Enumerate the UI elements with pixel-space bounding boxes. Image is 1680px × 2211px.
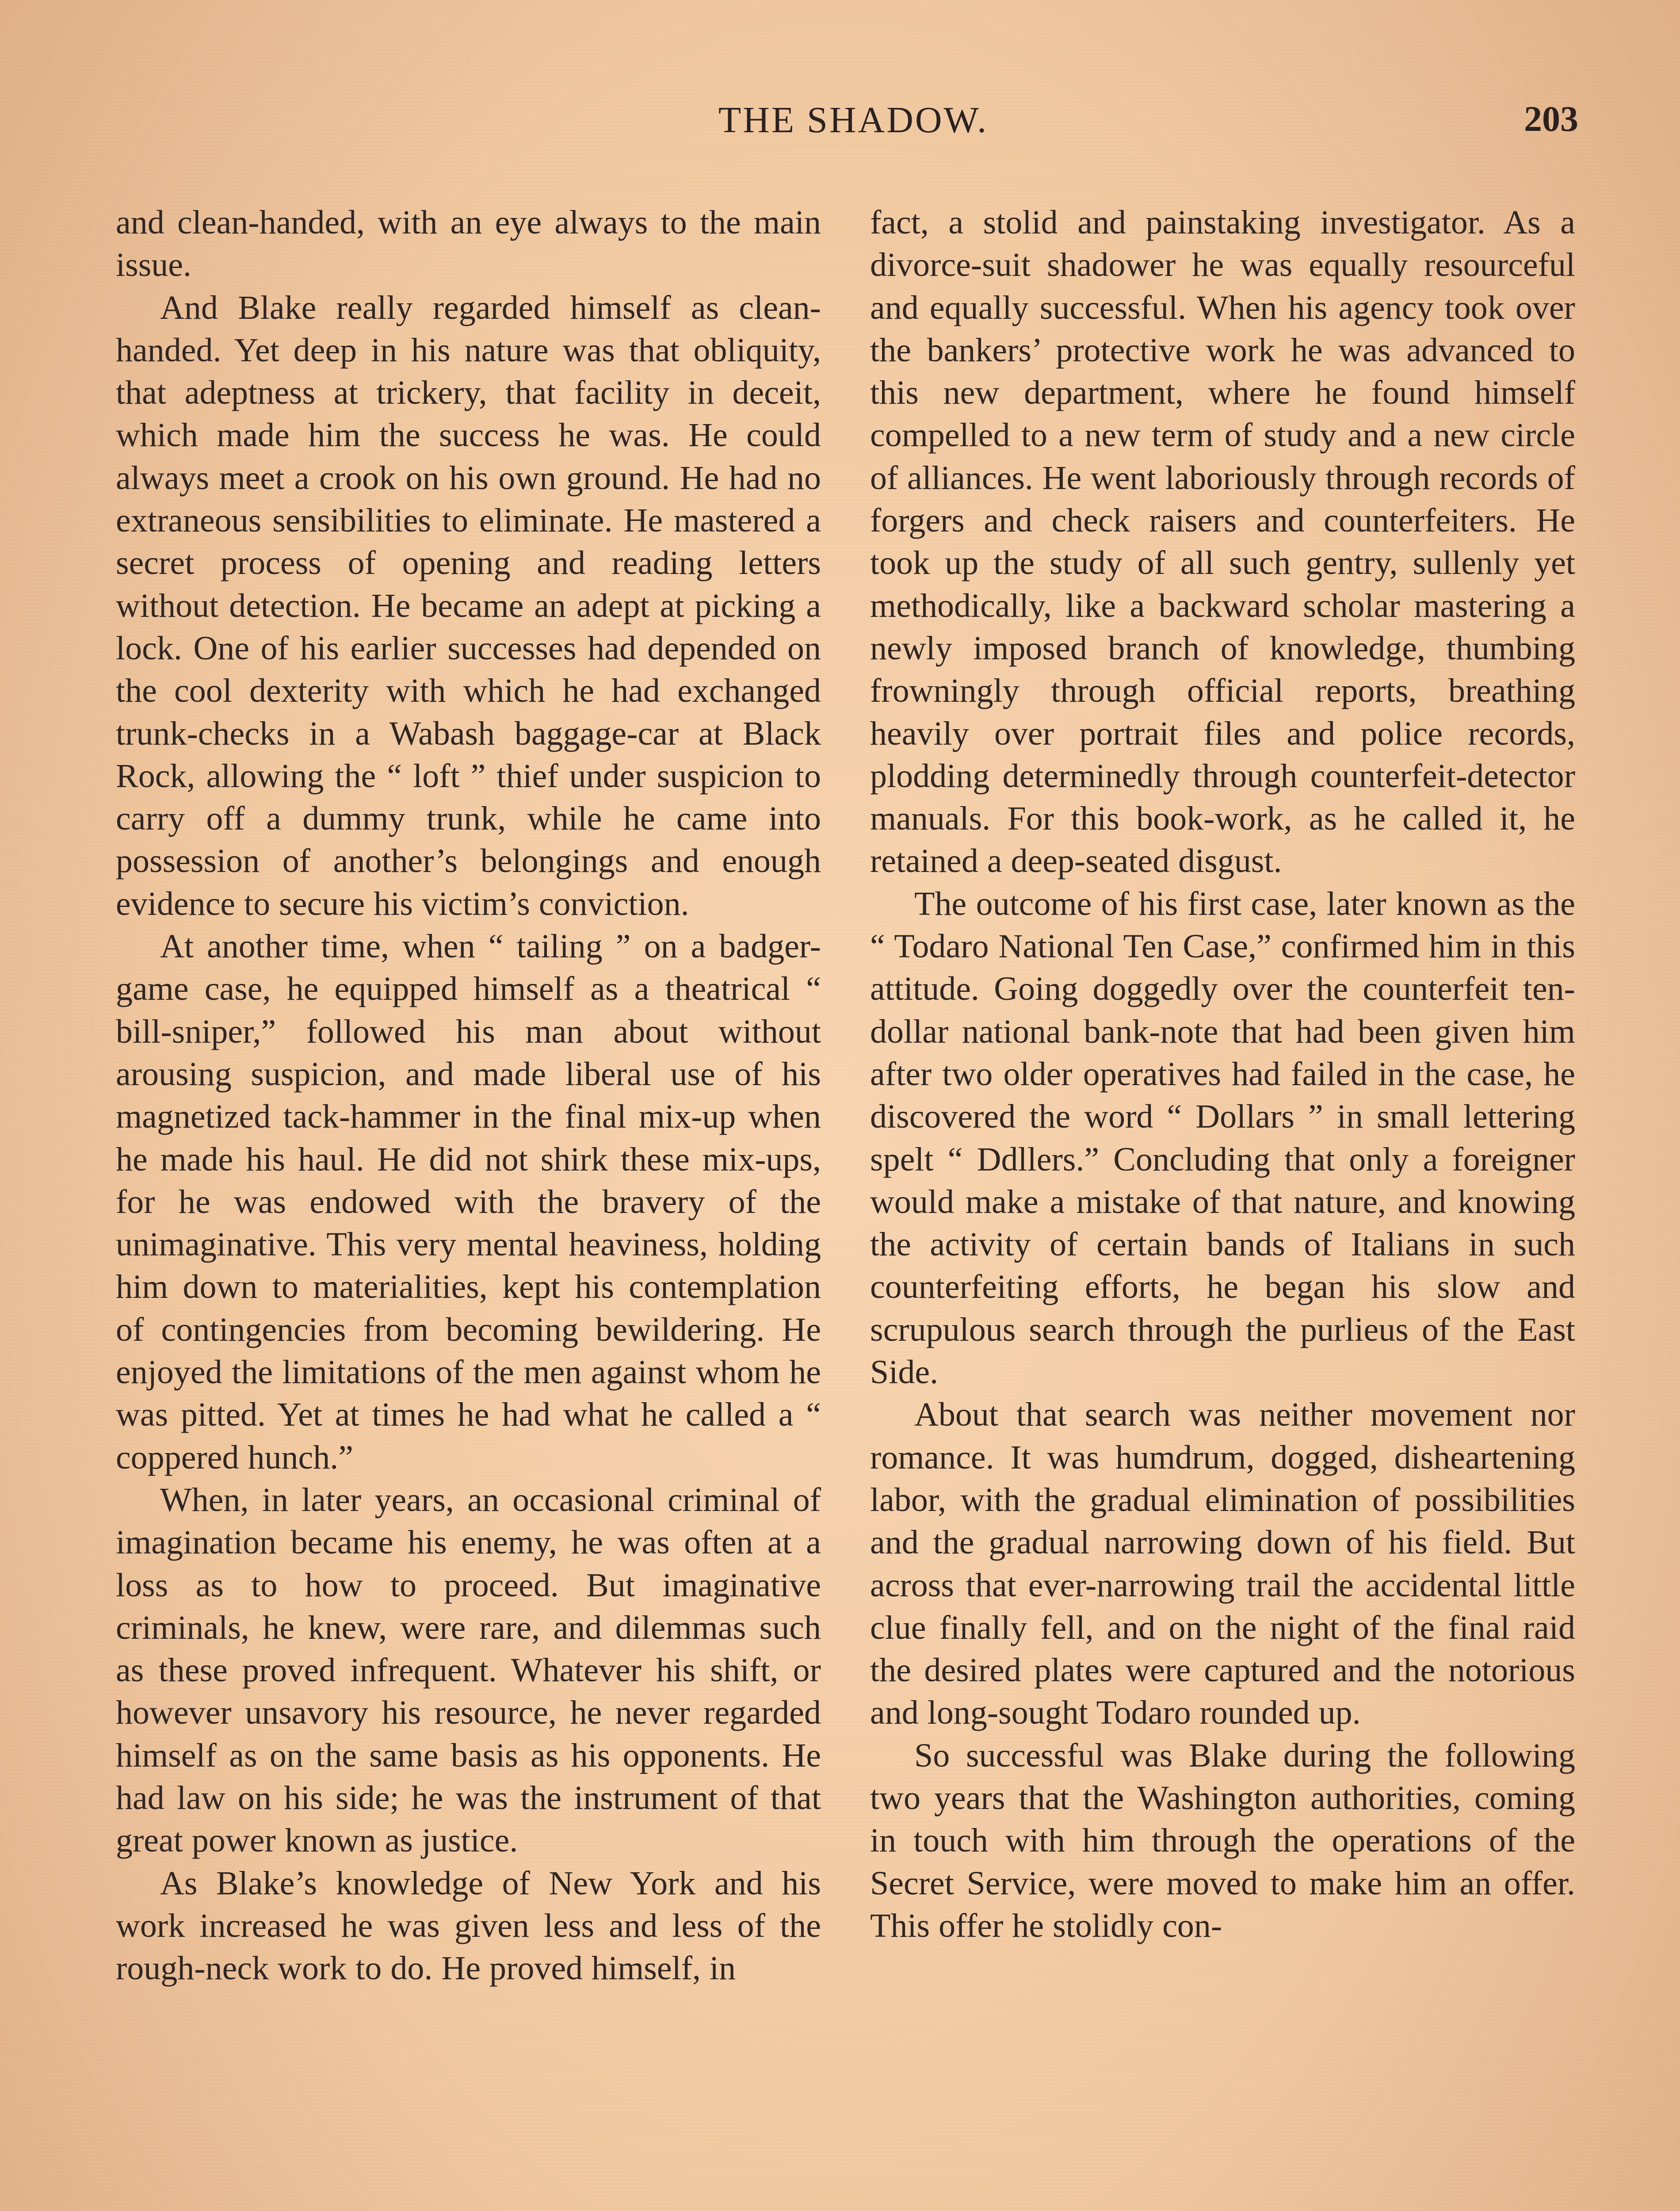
right-paragraph-2: The outcome of his first case, later known as the “ Todaro National Ten Case,” confirmed him in this attitude. Going doggedly over the counterfeit ten-dollar national bank-note that had been given him after two older operatives had failed in the case, he discovered the word “ Dollars ” in small lettering spelt “ Ddllers.” Concluding that only a foreigner would make a mistake of that nature, and knowing the activity of certain bands of Italians in such counterfeiting efforts, he began his slow and scrupulous search through the purlieus of the East Side. [870, 885, 1575, 1391]
left-column [116, 201, 821, 1989]
right-column [870, 201, 1575, 1947]
right-paragraph-1: fact, a stolid and painstaking investigator. As a divorce-suit shadower he was equally resourceful and equally successful. When his agency took over the bankers’ protective work he was advanced to this new department, where he found himself compelled to a new term of study and a new circle of alliances. He went laboriously through records of forgers and check raisers and counterfeiters. He took up the study of all such gentry, sullenly yet methodically, like a backward scholar mastering a newly imposed branch of knowledge, thumbing frowningly through official reports, breathing heavily over portrait files and police records, plodding determinedly through counterfeit-detector manuals. For this book-work, as he called it, he retained a deep-seated disgust. [870, 204, 1575, 880]
left-paragraph-3: At another time, when “ tailing ” on a badger-game case, he equipped himself as a theatrical “ bill-sniper,” followed his man about without arousing suspicion, and made liberal use of his magnetized tack-hammer in the final mix-up when he made his haul. He did not shirk these mix-ups, for he was endowed with the bravery of the unimaginative. This very mental heaviness, holding him down to materialities, kept his contemplation of contingencies from becoming bewildering. He enjoyed the limitations of the men against whom he was pitted. Yet at times he had what he called a “ coppered hunch.” [116, 928, 821, 1476]
right-paragraph-3: About that search was neither movement nor romance. It was humdrum, dogged, disheartening labor, with the gradual elimination of possibilities and the gradual narrowing down of his field. But across that ever-narrowing trail the accidental little clue finally fell, and on the night of the final raid the desired plates were captured and the notorious and long-sought Todaro rounded up. [870, 1396, 1575, 1732]
left-paragraph-1: and clean-handed, with an eye always to the main issue. [116, 204, 821, 284]
left-paragraph-4: When, in later years, an occasional criminal of imagination became his enemy, he was often at a loss as to how to proceed. But imaginative criminals, he knew, were rare, and dilemmas such as these proved infrequent. Whatever his shift, or however unsavory his resource, he never regarded himself as on the same basis as his opponents. He had law on his side; he was the instrument of that great power known as justice. [116, 1481, 821, 1859]
left-paragraph-5: As Blake’s knowledge of New York and his work increased he was given less and less of the rough-neck work to do. He proved himself, in [116, 1864, 821, 1987]
page-number: 203 [1524, 99, 1578, 139]
right-paragraph-4: So successful was Blake during the following two years that the Washington authorities, coming in touch with him through the operations of the Secret Service, were moved to make him an offer. This offer he stolidly con- [870, 1737, 1575, 1944]
left-paragraph-2: And Blake really regarded himself as clean-handed. Yet deep in his nature was that obliquity, that adeptness at trickery, that facility in deceit, which made him the success he was. He could always meet a crook on his own ground. He had no extraneous sensibilities to eliminate. He mastered a secret process of opening and reading letters without detection. He became an adept at picking a lock. One of his earlier successes had depended on the cool dexterity with which he had exchanged trunk-checks in a Wabash baggage-car at Black Rock, allowing the “ loft ” thief under suspicion to carry off a dummy trunk, while he came into possession of another’s belongings and enough evidence to secure his victim’s conviction. [116, 289, 821, 922]
running-title: THE SHADOW. [718, 99, 989, 141]
